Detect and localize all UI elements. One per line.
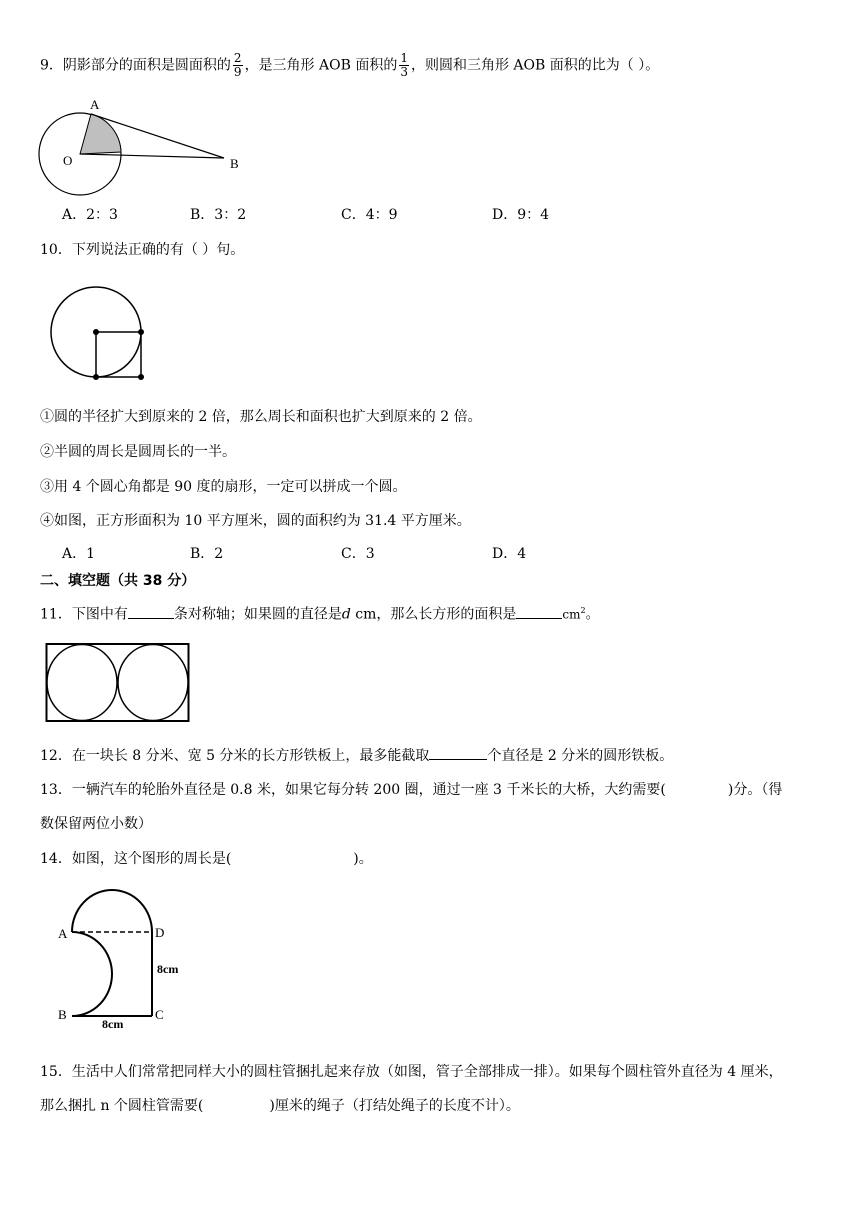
- label-bc-length: 8cm: [102, 1017, 124, 1030]
- q11-rectangle-two-circles-figure: [44, 641, 194, 725]
- q9-options: [62, 205, 662, 225]
- q14-composite-shape-figure: [50, 880, 200, 1030]
- label-b: B: [58, 1007, 67, 1022]
- section-heading: 二、填空题（共 38 分）: [40, 573, 196, 589]
- q9-option-b[interactable]: B．3：2: [190, 207, 247, 223]
- q10-option-a[interactable]: A．1: [62, 546, 96, 562]
- q12-blank[interactable]: [429, 745, 487, 760]
- label-o: O: [63, 153, 73, 168]
- q11-stem: 11．下图中有 条对称轴；如果圆的直径是d cm，那么长方形的面积是 $cm^2$。: [40, 601, 600, 625]
- q12-stem: 12．在一块长 8 分米、宽 5 分米的长方形铁板上，最多能截取 个直径是 2 分米的圆形铁板。: [40, 745, 673, 766]
- q9-option-d[interactable]: D．9：4: [492, 207, 550, 223]
- label-c: C: [155, 1007, 164, 1022]
- q9-circle-triangle-figure: [36, 94, 256, 198]
- q11-blank-2[interactable]: [516, 604, 562, 619]
- q10-option-d[interactable]: D．4: [492, 546, 527, 562]
- label-dc-length: 8cm: [157, 962, 179, 976]
- q15-line-2: 那么捆扎 n 个圆柱管需要( )厘米的绳子（打结处绳子的长度不计）。: [40, 1098, 520, 1114]
- label-d: D: [155, 925, 165, 940]
- q9-stem: 9．阴影部分的面积是圆面积的 $\frac{2}{9}$ ，是三角形 AOB 面积的 $\frac{1}{3}$ ，则圆和三角形 AOB 面积的比为（ ）。: [40, 51, 660, 79]
- label-a: A: [90, 97, 100, 112]
- label-b: B: [230, 156, 239, 171]
- q9-fraction-1-3: $\frac{1}{3}$: [400, 51, 408, 79]
- q13-line-1: 13．一辆汽车的轮胎外直径是 0.8 米，如果它每分转 200 圈，通过一座 3 千米长的大桥，大约需要( )分。（得: [40, 782, 783, 798]
- q10-statement-1: ①圆的半径扩大到原来的 2 倍，那么周长和面积也扩大到原来的 2 倍。: [40, 409, 482, 425]
- q10-circle-square-figure: [44, 284, 154, 384]
- q10-option-b[interactable]: B．2: [190, 546, 224, 562]
- q11-blank-1[interactable]: [128, 604, 174, 619]
- q13-line-2: 数保留两位小数）: [40, 816, 152, 832]
- q10-stem: 10．下列说法正确的有（ ）句。: [40, 242, 245, 258]
- q9-option-a[interactable]: A．2：3: [62, 207, 118, 223]
- q10-statement-3: ③用 4 个圆心角都是 90 度的扇形，一定可以拼成一个圆。: [40, 479, 407, 495]
- q10-options: [62, 544, 662, 564]
- q9-fraction-2-9: $\frac{2}{9}$: [233, 51, 242, 79]
- q10-option-c[interactable]: C．3: [341, 546, 375, 562]
- q14-stem: 14．如图，这个图形的周长是( )。: [40, 851, 373, 867]
- q15-line-1: 15．生活中人们常常把同样大小的圆柱管捆扎起来存放（如图，管子全部排成一排）。如果每个圆柱管外直径为 4 厘米，: [40, 1064, 783, 1080]
- q9-option-c[interactable]: C．4：9: [341, 207, 398, 223]
- q10-statement-2: ②半圆的周长是圆周长的一半。: [40, 444, 236, 460]
- label-a: A: [58, 926, 68, 941]
- q10-statement-4: ④如图，正方形面积为 10 平方厘米，圆的面积约为 31.4 平方厘米。: [40, 513, 471, 529]
